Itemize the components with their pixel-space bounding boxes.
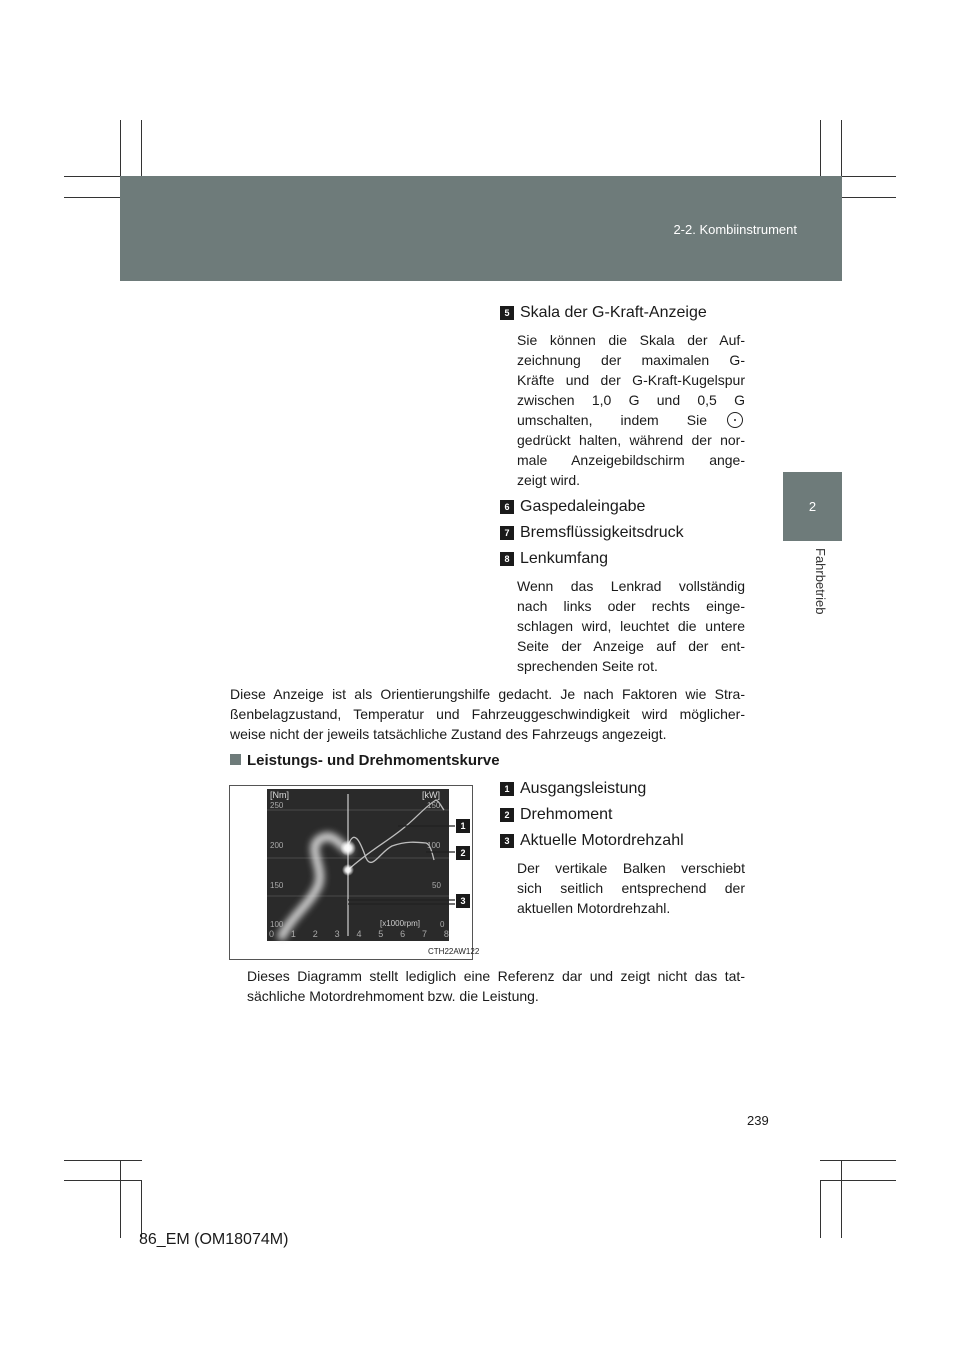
- number-badge: 5: [500, 306, 514, 320]
- number-badge: 8: [500, 552, 514, 566]
- item-title: Aktuelle Motordrehzahl: [520, 832, 684, 849]
- number-badge: 3: [500, 834, 514, 848]
- crop-mark: [64, 1160, 142, 1161]
- chapter-tab: 2: [783, 472, 842, 541]
- item-title: Bremsflüssigkeitsdruck: [520, 524, 684, 541]
- right-tick: 150: [427, 801, 441, 810]
- x-unit-label: [x1000rpm]: [380, 919, 421, 928]
- body-paragraph: Diese Anzeige ist als Orientierungshilfe gedacht. Je nach Faktoren wie Stra- ßenbelagzustand, Temperatur und Fahrzeuggeschwindigkeit wird möglicher- weise nicht der jeweils tatsächliche Zustand des Fahrzeugs angezeigt.: [230, 686, 745, 742]
- page-number: 239: [747, 1113, 769, 1128]
- item-6: [500, 498, 745, 516]
- left-tick: 250: [270, 801, 284, 810]
- item-title: Drehmoment: [520, 806, 613, 823]
- document-code: 86_EM (OM18074M): [139, 1231, 289, 1248]
- item-5: [500, 304, 745, 490]
- right-tick: 100: [427, 841, 441, 850]
- crop-mark: [841, 1160, 842, 1238]
- number-badge: 1: [500, 782, 514, 796]
- figure-note: Dieses Diagramm stellt lediglich eine Referenz dar und zeigt nicht das tat- sächliche Motordrehmoment bzw. die Leistung.: [247, 968, 745, 1004]
- callout-1: 1: [456, 819, 470, 833]
- right-tick: 50: [432, 881, 441, 890]
- item-3: [500, 832, 745, 918]
- crop-mark: [820, 1180, 896, 1181]
- left-tick: 200: [270, 841, 284, 850]
- square-bullet-icon: [230, 754, 241, 765]
- item-7: [500, 524, 745, 542]
- item-2: [500, 806, 745, 824]
- item-title: Ausgangsleistung: [520, 780, 647, 797]
- item-1: [500, 780, 745, 798]
- section-heading: Leistungs- und Drehmomentskurve: [230, 752, 500, 769]
- item-description: Der vertikale Balken verschiebt sich seitlich entsprechend der aktuellen Motordrehzahl.: [517, 860, 745, 916]
- callout-2: 2: [456, 846, 470, 860]
- item-8: [500, 550, 745, 676]
- crop-mark: [820, 1180, 821, 1238]
- item-title: Gaspedaleingabe: [520, 498, 646, 515]
- item-title: Skala der G-Kraft-Anzeige: [520, 304, 707, 321]
- torque-power-figure: [229, 785, 480, 960]
- right-tick: 0: [440, 920, 445, 929]
- header-band: [120, 176, 842, 281]
- crop-mark: [64, 1180, 142, 1181]
- number-badge: 7: [500, 526, 514, 540]
- item-description: Sie können die Skala der Auf- zeichnung der maximalen G- Kräfte und der G-Kraft-Kugelspur zwischen 1,0 G und 0,5 G umschalten, indem Sie gedrückt halten, während der nor- male Anzeigebildschirm ange- zeigt wird.: [517, 332, 745, 488]
- figure-code: CTH22AW122: [428, 947, 480, 956]
- item-title: Lenkumfang: [520, 550, 609, 567]
- x-ticks: 0 1 2 3 4 5 6 7 8: [269, 929, 449, 939]
- callout-3: 3: [456, 894, 470, 908]
- number-badge: 2: [500, 808, 514, 822]
- dial-button-icon: [727, 412, 743, 428]
- unit-left-label: [Nm]: [270, 790, 289, 800]
- item-description: Wenn das Lenkrad vollständig nach links oder rechts einge- schlagen wird, leuchtet die untere Seite der Anzeige auf der ent- sprechenden Seite rot.: [517, 578, 745, 674]
- crop-mark: [820, 1160, 896, 1161]
- number-badge: 6: [500, 500, 514, 514]
- chapter-label: Fahrbetrieb: [813, 548, 828, 615]
- unit-right-label: [kW]: [422, 790, 440, 800]
- crop-mark: [120, 1160, 121, 1238]
- crop-mark: [141, 1180, 142, 1238]
- left-tick: 150: [270, 881, 284, 890]
- section-title: 2-2. Kombiinstrument: [673, 222, 797, 237]
- left-tick: 100: [270, 920, 284, 929]
